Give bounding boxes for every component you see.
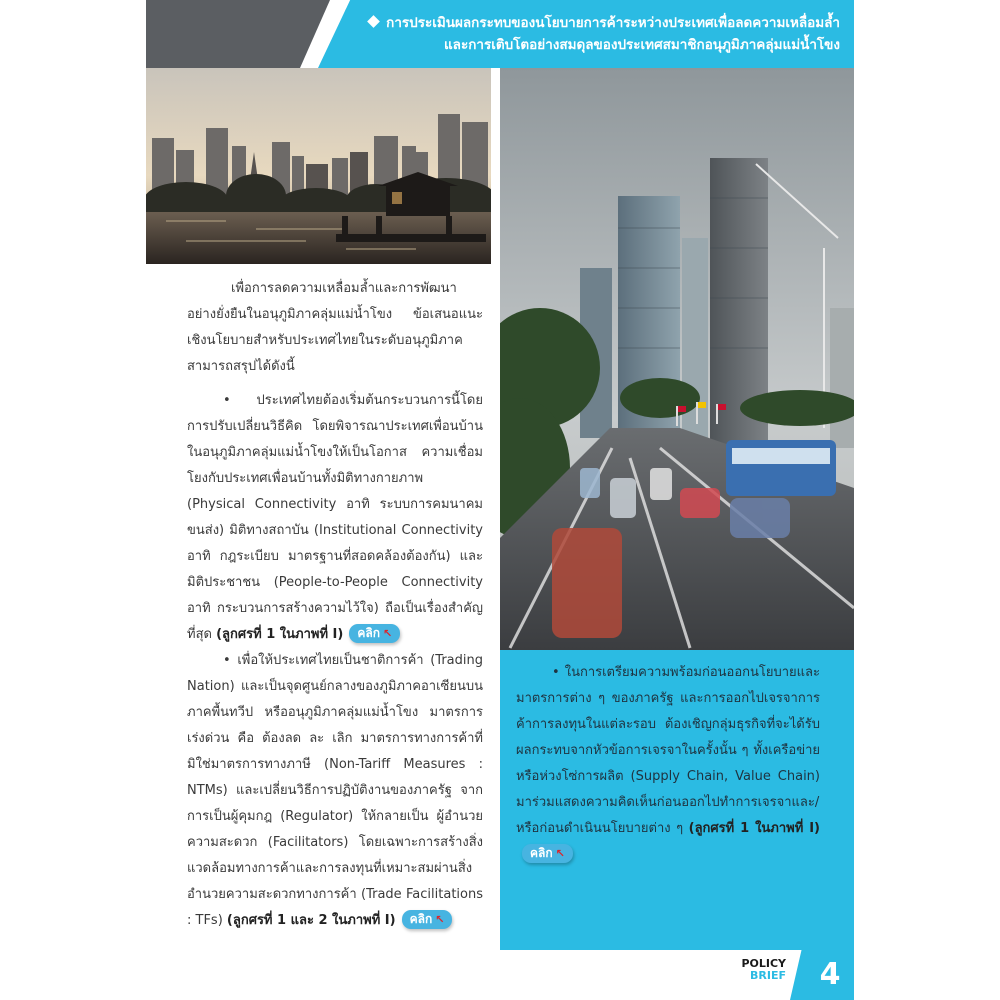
bullet-2-text: • เพื่อให้ประเทศไทยเป็นชาติการค้า (Trading Nation) และเป็นจุดศูนย์กลางของภูมิภาคอาเซียนบนภาคพื้นทวีป หรืออนุภูมิภาคลุ่มแม่น้ำโขง มาตรการเร่งด่วน คือ ต้องลด ละ เลิก มาตรการทางการค้าที่มิใช่มาตรการทางภาษี (Non-Tariff Measures : NTMs) และเปลี่ยนวิธีการปฏิบัติงานของภาครัฐ จากการเป็นผู้คุมกฎ (Regulator) ให้กลายเป็น ผู้อำนวยความสะดวก (Facilitators) โดยเฉพาะการสร้างสิ่งแวดล้อมทางการค้าและการลงทุนที่เหมาะสมผ่านสิ่งอำนวยความสะดวกทางการค้า (Trade Facilitations : TFs) bbox=[187, 653, 483, 928]
page-number: 4 bbox=[819, 957, 841, 992]
page-title bbox=[360, 12, 840, 56]
diamond-bullet-icon bbox=[367, 15, 380, 28]
page-title-line1: การประเมินผลกระทบของนโยบายการค้าระหว่างประเทศเพื่อลดความเหลื่อมล้ำ bbox=[386, 15, 840, 31]
intro-paragraph: เพื่อการลดความเหลื่อมล้ำและการพัฒนาอย่างยั่งยืนในอนุภูมิภาคลุ่มแม่น้ำโขง ข้อเสนอแนะเชิงนโยบายสำหรับประเทศไทยในระดับอนุภูมิภาคสามารถสรุปได้ดังนี้ bbox=[187, 281, 483, 374]
bullet-1-reference: (ลูกศรที่ 1 ในภาพที่ I) bbox=[216, 627, 344, 642]
brief-label: BRIEF bbox=[750, 969, 786, 982]
click-button-2-label: คลิก bbox=[409, 912, 433, 926]
recommendation-body: • ในการเตรียมความพร้อมก่อนออกนโยบายและมาตรการต่าง ๆ ของภาครัฐ และการออกไปเจรจาการค้าการลงทุนในแต่ละรอบ ต้องเชิญกลุ่มธุรกิจที่จะได้รับผลกระทบจากหัวข้อการเจรจาในครั้งนั้น ๆ ทั้งเครือข่ายหรือห่วงโซ่การผลิต (Supply Chain, Value Chain) มาร่วมแสดงความคิดเห็นก่อนออกไปทำการเจรจาและ/หรือก่อนดำเนินนโยบายต่าง ๆ bbox=[516, 665, 820, 836]
page-title-line2: และการเติบโตอย่างสมดุลของประเทศสมาชิกอนุภูมิภาคลุ่มแม่น้ำโขง bbox=[443, 37, 840, 53]
city-highway-photo bbox=[500, 68, 854, 650]
policy-brief-logo bbox=[736, 958, 786, 982]
click-button-1-label: คลิก bbox=[357, 626, 380, 640]
click-button-3-label: คลิก bbox=[530, 846, 553, 860]
click-button-2[interactable] bbox=[402, 910, 453, 929]
left-text-column bbox=[187, 276, 483, 934]
bullet-1-text: • ประเทศไทยต้องเริ่มต้นกระบวนการนี้โดยการปรับเปลี่ยนวิธีคิด โดยพิจารณาประเทศเพื่อนบ้านในอนุภูมิภาคลุ่มแม่น้ำโขงให้เป็นโอกาส ความเชื่อมโยงกับประเทศเพื่อนบ้านทั้งมิติทางกายภาพ (Physical Connectivity อาทิ ระบบการคมนาคมขนส่ง) มิติทางสถาบัน (Institutional Connectivity อาทิ กฎระเบียบ มาตรฐานที่สอดคล้องต้องกัน) และมิติประชาชน (People-to-People Connectivity อาทิ กระบวนการสร้างความไว้ใจ) ถือเป็นเรื่องสำคัญที่สุด bbox=[187, 393, 483, 642]
cursor-click-icon: ↖ bbox=[382, 627, 393, 640]
cursor-click-icon: ↖ bbox=[555, 847, 565, 860]
cursor-click-icon: ↖ bbox=[435, 913, 445, 926]
policy-label: POLICY bbox=[741, 957, 786, 970]
recommendation-reference: (ลูกศรที่ 1 ในภาพที่ I) bbox=[688, 821, 820, 836]
bullet-paragraph-1 bbox=[187, 388, 483, 648]
click-button-3[interactable] bbox=[522, 844, 573, 863]
skyline-lake-photo bbox=[146, 68, 491, 264]
bullet-2-reference: (ลูกศรที่ 1 และ 2 ในภาพที่ I) bbox=[226, 913, 396, 928]
click-button-1[interactable] bbox=[349, 624, 400, 643]
recommendation-text bbox=[516, 660, 820, 868]
bullet-paragraph-2 bbox=[187, 648, 483, 934]
